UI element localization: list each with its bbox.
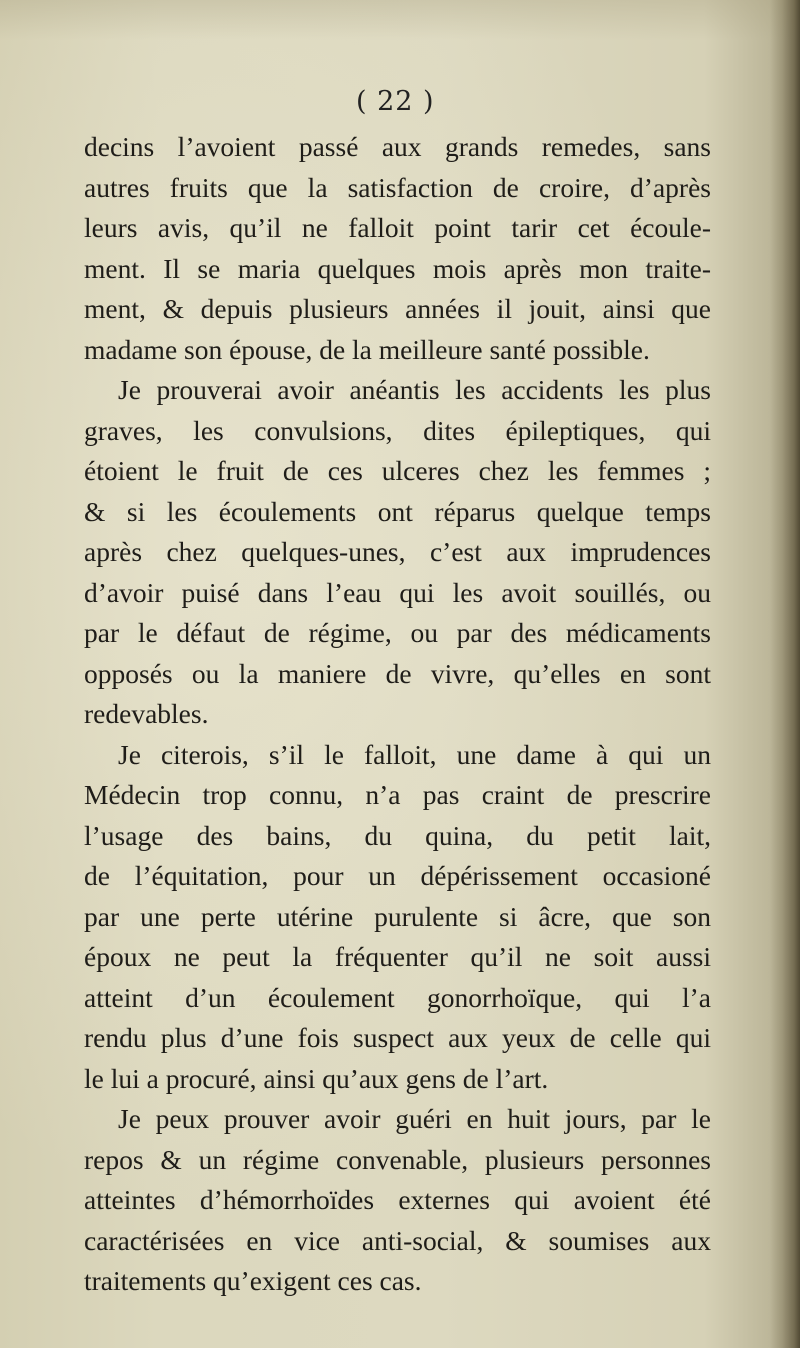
- text-line: après chez quelques-unes, c’est aux imprudences: [84, 536, 711, 567]
- text-line: redevables.: [84, 698, 209, 729]
- text-line: opposés ou la maniere de vivre, qu’elles en sont: [84, 657, 711, 689]
- text-line: madame son épouse, de la meilleure santé possible.: [84, 333, 650, 365]
- text-line: Je peux prouver avoir guéri en huit jours, par le: [118, 1103, 711, 1134]
- text-line: repos & un régime convenable, plusieurs personnes: [84, 1143, 711, 1175]
- page-top-shadow: [0, 0, 800, 40]
- body-text: [84, 127, 711, 1302]
- text-line: atteintes d’hémorrhoïdes externes qui avoient été: [84, 1184, 711, 1215]
- text-line: autres fruits que la satisfaction de croire, d’après: [84, 171, 711, 203]
- text-line: l’usage des bains, du quina, du petit lait,: [84, 819, 711, 851]
- text-line: rendu plus d’une fois suspect aux yeux de celle qui: [84, 1022, 711, 1053]
- text-line: caractérisées en vice anti-social, & soumises aux: [84, 1224, 711, 1256]
- text-line: par le défaut de régime, ou par des médicaments: [84, 617, 711, 648]
- text-line: le lui a procuré, ainsi qu’aux gens de l’art.: [84, 1062, 549, 1094]
- text-line: graves, les convulsions, dites épileptiques, qui: [84, 414, 711, 446]
- text-line: & si les écoulements ont réparus quelque temps: [84, 495, 711, 527]
- page-number: ( 22 ): [356, 86, 435, 117]
- text-line: époux ne peut la fréquenter qu’il ne soit aussi: [84, 941, 711, 972]
- text-line: decins l’avoient passé aux grands remedes, sans: [84, 131, 711, 162]
- text-line: étoient le fruit de ces ulceres chez les femmes ;: [84, 455, 711, 486]
- text-line: Je prouverai avoir anéantis les accidents les plus: [118, 374, 711, 405]
- text-line: par une perte utérine purulente si âcre, que son: [84, 900, 711, 932]
- text-line: ment, & depuis plusieurs années il jouit, ainsi que: [84, 293, 711, 324]
- text-line: ment. Il se maria quelques mois après mon traite-: [84, 252, 711, 284]
- text-line: Je citerois, s’il le falloit, une dame à qui un: [118, 738, 711, 770]
- text-line: atteint d’un écoulement gonorrhoïque, qui l’a: [84, 981, 711, 1013]
- text-line: de l’équitation, pour un dépérissement occasioné: [84, 860, 711, 891]
- text-line: Médecin trop connu, n’a pas craint de prescrire: [84, 779, 711, 810]
- text-line: leurs avis, qu’il ne falloit point tarir cet écoule-: [84, 212, 711, 243]
- text-line: traitements qu’exigent ces cas.: [84, 1265, 422, 1296]
- page-edge-shadow: [770, 0, 800, 1348]
- text-line: d’avoir puisé dans l’eau qui les avoit souillés, ou: [84, 576, 711, 608]
